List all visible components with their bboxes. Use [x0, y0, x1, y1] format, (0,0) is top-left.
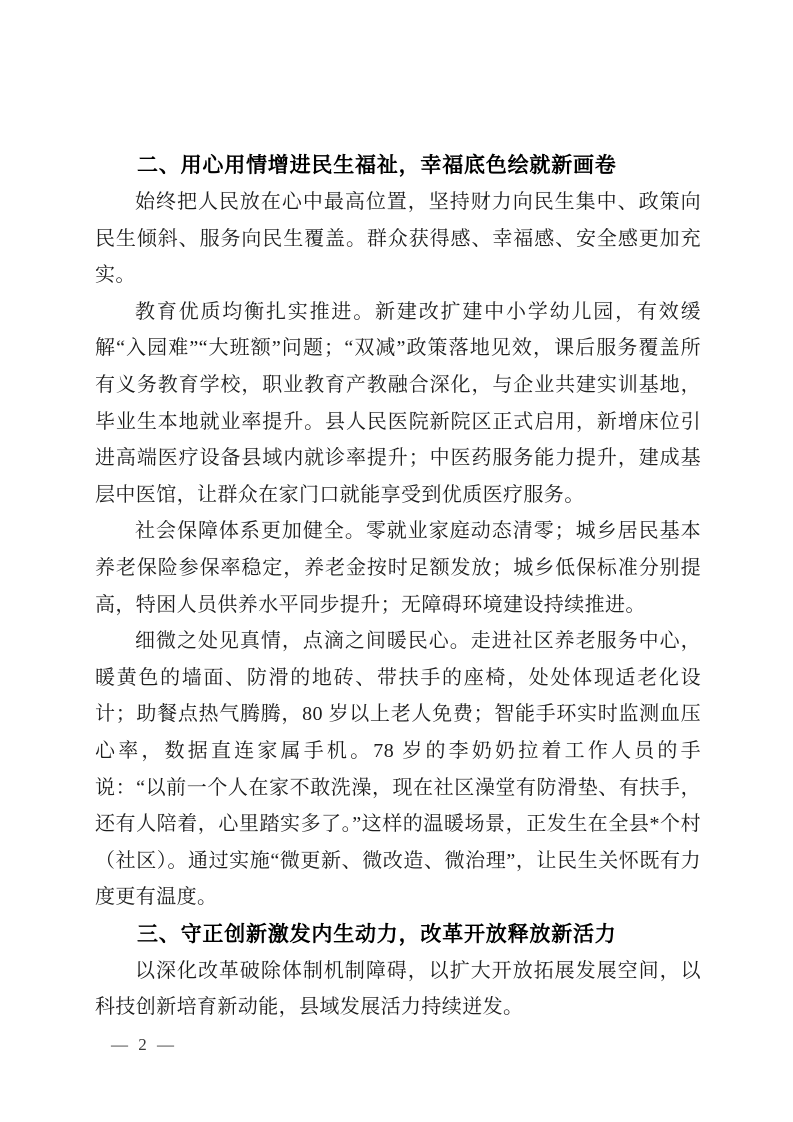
paragraph-education-medical: 教育优质均衡扎实推进。新建改扩建中小学幼儿园，有效缓解“入园难”“大班额”问题；“双减”政策落地见效，课后服务覆盖所有义务教育学校，职业教育产教融合深化，与企业共建实训基地，毕业生本地就业率提升。县人民医院新院区正式启用，新增床位引进高端医疗设备县域内就诊率提升；中医药服务能力提升，建成基层中医馆，让群众在家门口就能享受到优质医疗服务。: [95, 300, 701, 506]
document-body: [95, 147, 701, 1026]
page-number: — 2 —: [111, 1035, 177, 1054]
paragraph-people-first: 始终把人民放在心中最高位置，坚持财力向民生集中、政策向民生倾斜、服务向民生覆盖。群众获得感、幸福感、安全感更加充实。: [95, 191, 701, 287]
paragraph-reform-opening: 以深化改革破除体制机制障碍，以扩大开放拓展发展空间，以科技创新培育新动能，县域发展活力持续迸发。: [95, 959, 701, 1019]
section-heading-3: 三、守正创新激发内生动力，改革开放释放新活力: [137, 922, 617, 946]
paragraph-social-security: 社会保障体系更加健全。零就业家庭动态清零；城乡居民基本养老保险参保率稳定，养老金按时足额发放；城乡低保标准分别提高，特困人员供养水平同步提升；无障碍环境建设持续推进。: [95, 520, 701, 616]
section-heading-2: 二、用心用情增进民生福祉，幸福底色绘就新画卷: [137, 154, 617, 177]
paragraph-elderly-care: 细微之处见真情，点滴之间暖民心。走进社区养老服务中心，暖黄色的墙面、防滑的地砖、带扶手的座椅，处处体现适老化设计；助餐点热气腾腾，80 岁以上老人免费；智能手环实时监测血压心率，数据直连家属手机。78 岁的李奶奶拉着工作人员的手说：“以前一个人在家不敢洗澡，现在社区澡堂有防滑垫、有扶手，还有人陪着，心里踏实多了。”这样的温暖场景，正发生在全县*个村（社区）。通过实施“微更新、微改造、微治理”，让民生关怀既有力度更有温度。: [95, 630, 701, 909]
